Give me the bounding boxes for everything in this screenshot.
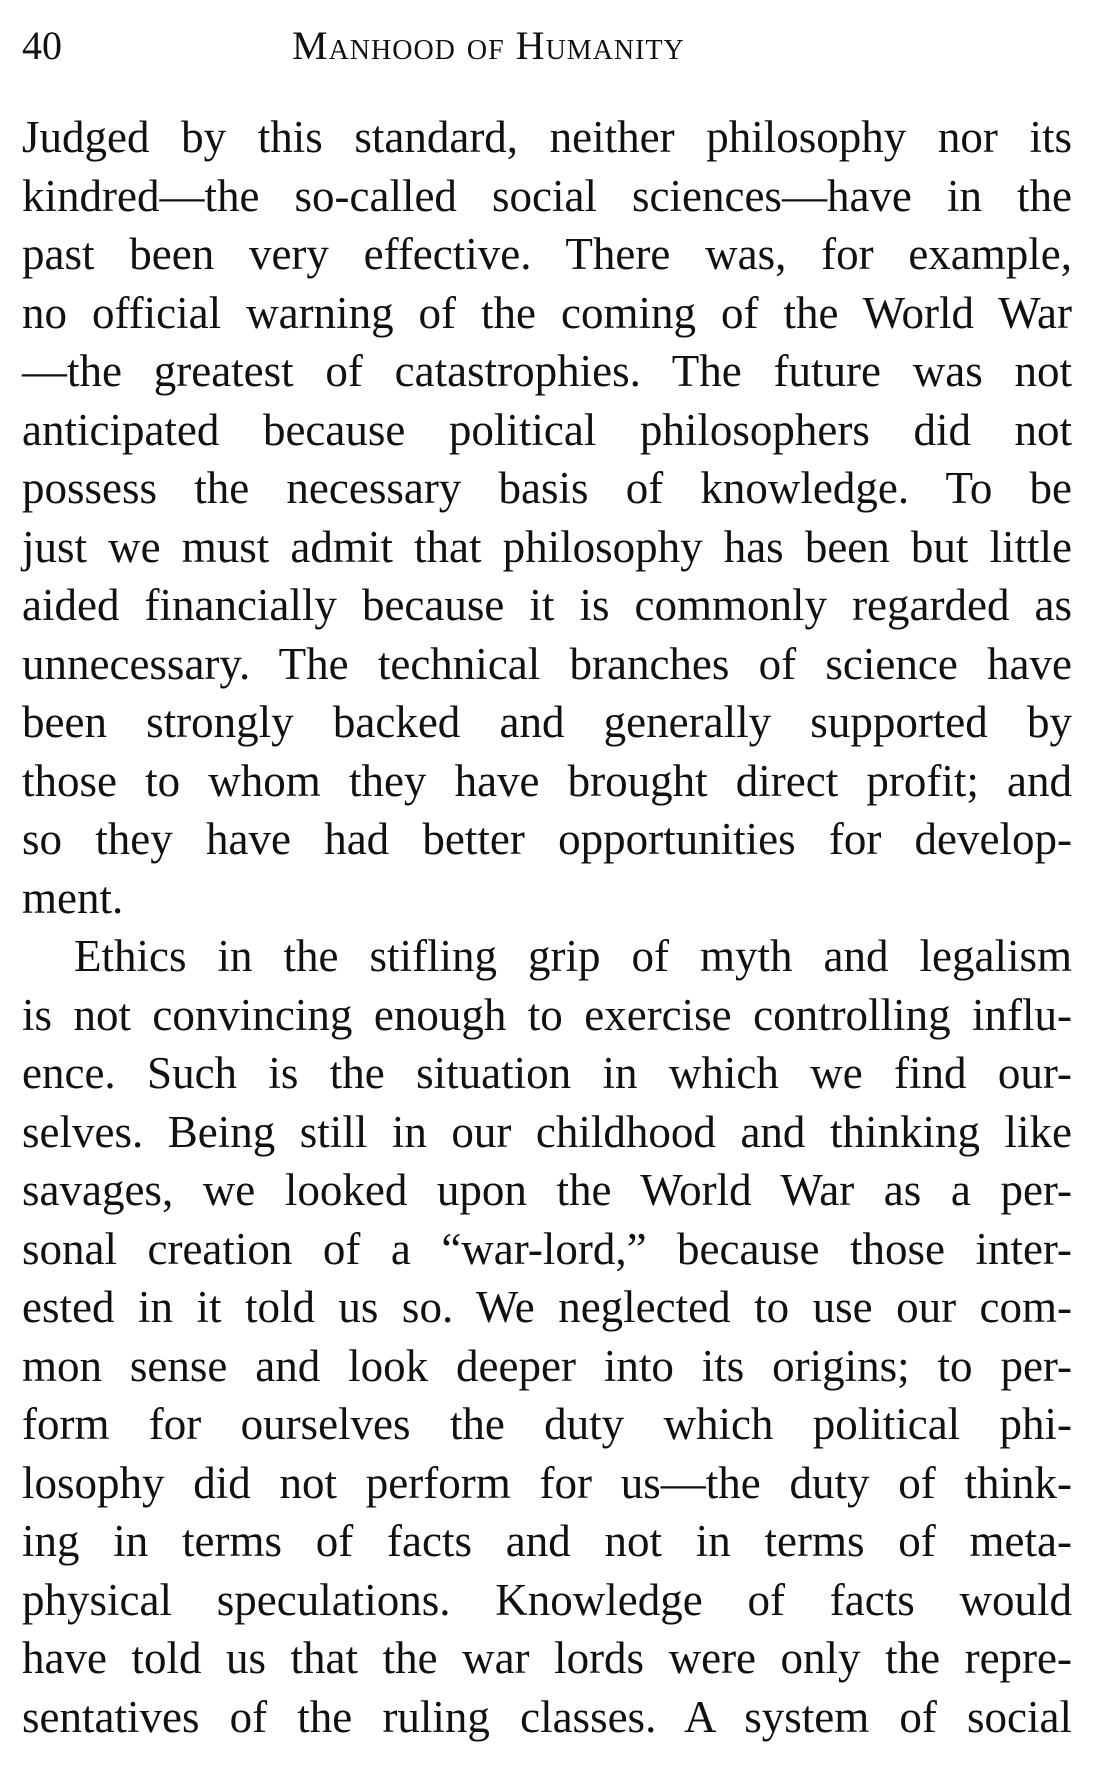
text-line: have told us that the war lords were only the repre- <box>22 1633 1072 1683</box>
text-line: no official warning of the coming of the World War <box>22 287 1072 338</box>
text-line: sonal creation of a “war-lord,” because those inter- <box>22 1223 1072 1274</box>
text-line: possess the necessary basis of knowledge. To be <box>22 463 1072 513</box>
text-line: kindred—the so-called social sciences—have in the <box>22 170 1072 221</box>
paragraph-first-line: Ethics in the stifling grip of myth and legalism <box>74 931 1072 981</box>
text-line: Judged by this standard, neither philosophy nor its <box>22 112 1072 162</box>
text-line: savages, we looked upon the World War as a per- <box>22 1165 1072 1215</box>
text-line: ested in it told us so. We neglected to use our com- <box>22 1282 1072 1332</box>
text-line: selves. Being still in our childhood and thinking like <box>22 1106 1072 1157</box>
text-line: just we must admit that philosophy has been but little <box>22 521 1072 572</box>
text-line: unnecessary. The technical branches of science have <box>22 638 1072 689</box>
text-line: is not convincing enough to exercise controlling influ- <box>22 989 1072 1040</box>
text-line: sentatives of the ruling classes. A system of social <box>22 1691 1072 1742</box>
text-line: ence. Such is the situation in which we find our- <box>22 1048 1072 1098</box>
text-line: those to whom they have brought direct profit; and <box>22 755 1072 806</box>
running-head <box>22 18 1057 78</box>
text-line: physical speculations. Knowledge of facts would <box>22 1574 1072 1625</box>
text-line: ing in terms of facts and not in terms of meta- <box>22 1516 1072 1566</box>
text-line: losophy did not perform for us—the duty of think- <box>22 1457 1072 1508</box>
text-line: anticipated because political philosophers did not <box>22 404 1072 455</box>
text-line: past been very effective. There was, for example, <box>22 229 1072 279</box>
text-line: form for ourselves the duty which political phi- <box>22 1399 1072 1449</box>
text-line: ment. <box>22 872 124 923</box>
text-line: been strongly backed and generally supported by <box>22 697 1072 747</box>
running-title: Manhood of Humanity <box>292 23 685 68</box>
text-line: aided financially because it is commonly regarded as <box>22 580 1072 630</box>
body-text <box>22 108 1072 1746</box>
page-number: 40 <box>22 23 62 68</box>
text-line: mon sense and look deeper into its origins; to per- <box>22 1340 1072 1391</box>
text-line: so they have had better opportunities for develop- <box>22 814 1072 864</box>
text-line: —the greatest of catastrophies. The future was not <box>22 346 1072 396</box>
